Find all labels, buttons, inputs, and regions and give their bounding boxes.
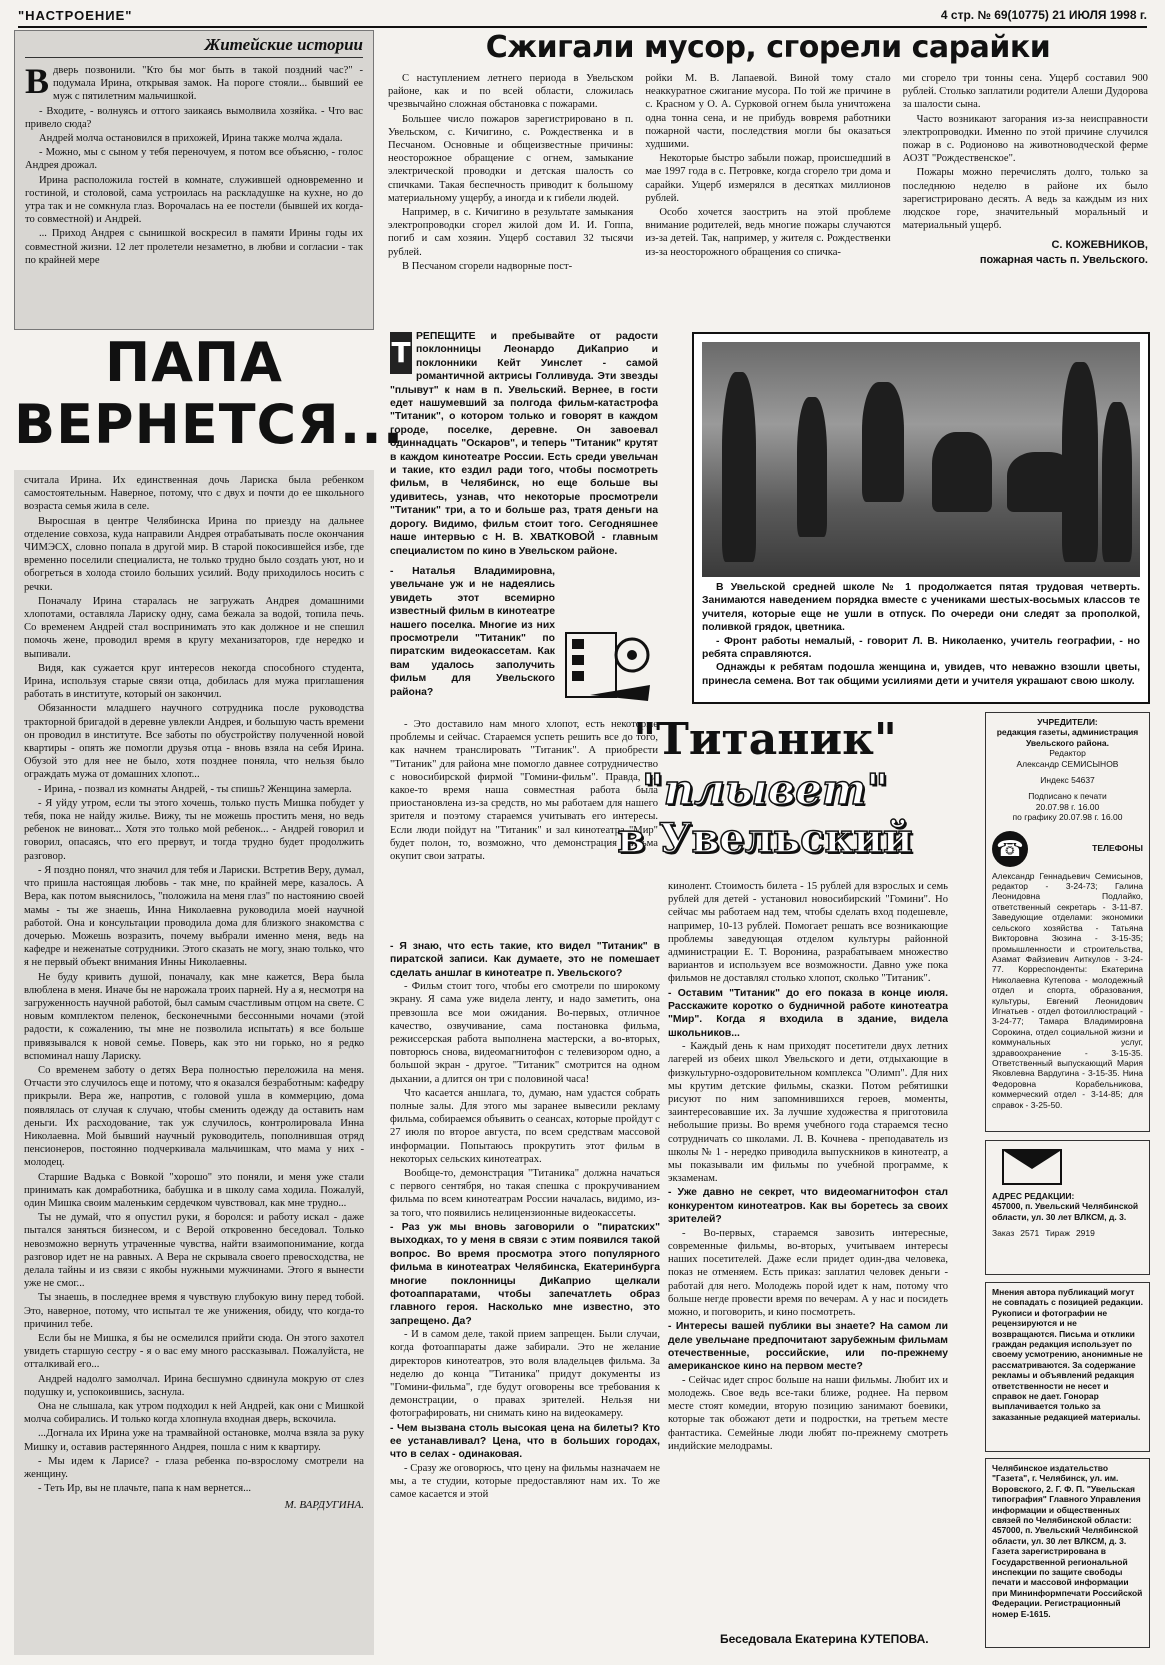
headline-line-2: "плывет"	[641, 765, 889, 814]
question: - Интересы вашей публики вы знаете? На самом ли деле увельчане предпочитают зарубежным фильмам отечественные, российские, или по-прежнему американское кино на первом месте?	[668, 1321, 948, 1373]
paragraph: Не буду кривить душой, поначалу, как мне кажется, Вера была влюблена в меня. Иначе бы не нарожала троих парней. Ну а я, несмотря на загруженность научной работой, был самым счастливым отцом на свете. С новым комплектом пеленок, бесконечными бессонными ночами (этой радости, к сожалению, ты мне не позволила испытать) я все больше привязывался к новой семье. Поверь, как это ни горько, но я редко вспоминал нашу Лариску.	[24, 971, 364, 1062]
question: - Я знаю, что есть такие, кто видел "Титаник" в пиратской записи. Как думаете, это не помешает сделать аншлаг в кинотеатре п. Увельского?	[390, 941, 660, 979]
paragraph: - Можно, мы с сыном у тебя переночуем, я потом все объясню, - голос Андрея дрожал.	[25, 147, 363, 172]
signature-role: пожарная часть п. Увельского.	[979, 254, 1148, 267]
interview-col-right	[668, 880, 948, 1625]
fire-col-1	[388, 72, 633, 312]
paragraph: Часто возникают загорания из-за неисправности электропроводки. Именно по этой причине случился пожар в с. Родионово на животноводческой ферме АОЗТ "Рождественское".	[902, 113, 1148, 165]
paragraph: Выросшая в центре Челябинска Ирина по приезду на дальнее отделение совхоза, куда направили Андрея отрабатывать после окончания ЧИМЭСХ, словно попала в другой мир. В старой покосившейся избе, где временно поселили специалиста, не только трудно было создать уют, но и обогреться в холода стоило больших усилий. Воду приходилось носить с речки.	[24, 515, 364, 593]
founders-label: УЧРЕДИТЕЛИ:	[1037, 717, 1098, 727]
paragraph: Со временем заботу о детях Вера полностью переложила на меня. Отчасти это случилось еще и потому, что я оказался безработным: кафедру прикрыли. Вера же, напротив, с головой ушла в коммерцию, дома появлялась от случая к случаю, чтобы сменить одежду да оставить нам деньги. Их расходование, так уж случилось, контролировала Инна Николаевна. Мой бывший научный руководитель, пополнившая отряд пенсионеров, постоянно подчеркивала мальчишкам, что мама у них - молодец.	[24, 1064, 364, 1169]
film-reel-illustration	[560, 625, 658, 705]
paragraph: считала Ирина. Их единственная дочь Лариска была ребенком самостоятельным. Наверное, потому, что с двух и почти до ее школьного возраста семья жила в селе.	[24, 475, 364, 513]
signed: 20.07.98 г. 16.00	[1035, 801, 1100, 812]
envelope-icon	[1002, 1149, 1062, 1185]
printer-box: Челябинское издательство "Газета", г. Челябинск, ул. им. Воровского, 2. Г. Ф. П. "Увельская типография" Главного Управления информации и общественных связей по Челябинской области: 457000, п. Увельский Челябинской области, ул. 30 лет ВЛКСМ, д. 3. Газета зарегистрирована в Государственной региональной инспекции по защите свободы печати и массовой информации при Мининформпечати Российской Федерации. Регистрационный номер Е-1615.	[985, 1458, 1150, 1648]
fire-headline: Сжигали мусор, сгорели сарайки	[485, 30, 1051, 65]
answer: Что касается аншлага, то, думаю, нам удастся собрать полные залы. Для этого мы заранее вывесили рекламу фильма, собираемся объявить о сеансах, которые пройдут с 27 июля по второе августа, по всем средствам массовой информации. Попытаюсь прокрутить этот фильм в некоторых сельских кинотеатрах.	[390, 1087, 660, 1165]
paragraph: Особо хочется заострить на этой проблеме внимание родителей, ведь многие пожары случаются из-за детей. Так, например, у жителя с. Рождественки из-за неосторожного обращения со спичка-	[645, 207, 891, 258]
paragraph: В Песчаном сгорели надворные пост-	[402, 260, 573, 272]
interview-question-1	[390, 565, 555, 715]
left-column	[14, 30, 405, 1655]
answer: - Во-первых, стараемся завозить интересные, современные фильмы, во-вторых, учитываем интересы наших посетителей. Даже если придет один-два человека, показ не отменяем. Есть приказ: заплатил человек деньги - работай для него. Молодежь порой идет к нам, потому что больше негде провести время по вечерам. А у нас и посидеть можно, и поговорить, и кино посмотреть.	[668, 1227, 948, 1318]
paragraph: Ты не думай, что я опустил руки, я боролся: и работу искал - даже пытался заняться бизнесом, и с Верой откровенно беседовал. Только невозможно вернуть утраченные чувства, найти взаимопонимание, когда разговор идет не на равных. А Вера не скрывала своего превосходства, не делала тайны и из связи с якобы нужными мужчинами. Этого я вынести уже не смог...	[24, 1212, 364, 1290]
answer: - Каждый день к нам приходят посетители двух летних лагерей из обеих школ Увельского и дети, отдыхающие в физкультурно-оздоровительном комплекса "Олимп". Для них мы крутим детские фильмы, сказки. Потом ребятишки рисуют по ним запомнившихся героев, моменты, заинтересовавшие их. За лучшие художества я приготовила небольшие призы. Во время учебного года стараемся тесно сотрудничать со школами. Л. В. Кочнева - преподаватель из школы № 1 - нередко приводила выпускников в кинотеатр, а мы показывали им фильмы по учебной программе, к экзаменам.	[668, 1041, 948, 1185]
editor-label: Редактор	[1049, 748, 1086, 759]
paragraph: С наступлением летнего периода в Увельском районе, как и по всей области, сложилась чрезвычайно сложная обстановка с пожарами.	[388, 73, 634, 111]
address: 457000, п. Увельский Челябинской области, ул. 30 лет ВЛКСМ, д. 3.	[992, 1201, 1139, 1222]
paragraph: Андрей надолго замолчал. Ирина бесшумно сдвинула мокрую от слез подушку и, успокоившись, заснула.	[24, 1373, 364, 1398]
paragraph: - Я уйду утром, если ты этого хочешь, только пусть Мишка побудет у тебя, пока не найду жилье. Вижу, ты не можешь простить меня, но ведь ребенок не виноват... Хотя это только мой ребенок... - Андрей говорил и говорил, опасаясь, что его прервут, и тогда трудно будет продолжить разговор.	[24, 797, 364, 862]
answer: - Сразу же оговорюсь, что цену на фильмы назначаем не мы, а те студии, которые предоставляют нам их. То же самое касается и этой	[390, 1462, 660, 1501]
paragraph: - Теть Ир, вы не плачьте, папа к нам вернется...	[38, 1483, 252, 1495]
answer: - Сейчас идет спрос больше на наши фильмы. Любит их и молодежь. Свое ведь все-таки ближе, роднее. На первом месте стоят комедии, вторую позицию занимают боевики, которые так обожают дети и подростки, на третьем месте фантастика. Семейные люди любят по-прежнему смотреть индийские мелодрамы.	[668, 1374, 948, 1452]
question: - Чем вызвана столь высокая цена на билеты? Кто ее устанавливал? Цена, что в больших городах, что в селах - одинаковая.	[390, 1422, 660, 1461]
paragraph: Если бы не Мишка, я бы не осмелился прийти сюда. Он этого захотел увидеть старшую сестру - я о вас ему много рассказывал. Пожалуйста, не отталкивай его...	[24, 1333, 364, 1371]
titanic-headline	[600, 715, 930, 863]
fire-article	[388, 72, 1148, 312]
paragraph: Она не слышала, как утром подходил к ней Андрей, как они с Мишкой молча собирались. И только когда хлопнула входная дверь, вскочила.	[24, 1401, 364, 1426]
question: - Уже давно не секрет, что видеомагнитофон стал конкурентом кинотеатров. Как вы боретесь за своих зрителей?	[668, 1187, 948, 1226]
answer: кинолент. Стоимость билета - 15 рублей для взрослых и семь рублей для детей - установил новосибирский "Гомини". Но сейчас мы работаем над тем, чтобы сделать вход подешевле, например, 10-13 рублей. Помогает решать все возникающие проблемы заведующая отделом культуры районной администрации Е. Т. Воронина, разрабатываем множество вариантов и используем все возможности. Давно уже пока фильмов не доставлял столько хлопот, сколько "Титаник".	[668, 881, 948, 985]
interview-byline: Беседовала Екатерина КУТЕПОВА.	[720, 1632, 929, 1646]
question: - Наталья Владимировна, увельчане уж и не надеялись увидеть этот всемирно известный фильм в кинотеатре нашего поселка. Многие из них просмотрели "Титаник" по пиратским видеокассетам. Как вам удалось заполучить фильм для Увельского района?	[390, 566, 555, 698]
paragraph: Пожары можно перечислять долго, только за последнюю неделю в районе их было зарегистрировано десять. А ведь за каждым из них людское горе, значительный моральный и материальный ущерб.	[902, 167, 1148, 232]
headline-line-1: "Титаник"	[633, 714, 897, 765]
caption-quote: - Фронт работы немалый, - говорит Л. В. Николаенко, учитель географии, - но ребята справляются.	[702, 635, 1140, 661]
dropcap: Т	[390, 332, 412, 374]
rubric-title: Житейские истории	[25, 35, 363, 58]
fire-col-2	[645, 72, 890, 312]
paragraph: - Входите, - волнуясь и оттого заикаясь вымолвила хозяйка. - Что вас привело сюда?	[25, 105, 363, 130]
signed-label: Подписано к печати	[1028, 791, 1107, 802]
section-name: "НАСТРОЕНИЕ"	[18, 8, 133, 23]
paragraph: Ирина расположила гостей в комнате, служившей одновременно и гостиной, и столовой, сама устроилась на раскладушке на кухне, но до утра так и не сомкнула глаз. Ворочалась на ее постели (бывшей их когда-то совместной) и Андрей.	[25, 174, 363, 226]
caption-note: Однажды к ребятам подошла женщина и, увидев, что неважно взошли цветы, принесла семена. Вот так общими усилиями дети и учителя украшают свою школу.	[702, 662, 1140, 687]
editor: Александр СЕМИСЫНОВ	[1016, 758, 1119, 769]
caption-text: В Увельской средней школе № 1 продолжается пятая трудовая четверть. Занимаются наведением порядка вместе с учениками шестых-восьмых классов те учителя, которые еще не ушли в отпуск. По очереди они следят за прополкой, поливкой грядок, цветника.	[702, 582, 1140, 634]
paragraph: Некоторые быстро забыли пожар, происшедший в мае 1997 года в с. Петровке, когда сгорело три дома и сарайки. Ущерб измерялся в десятках миллионов рублей.	[645, 153, 891, 204]
paragraph: дверь позвонили. "Кто бы мог быть в такой поздний час?" - подумала Ирина, открывая замок. На пороге стояли... бывший ее муж с пятилетним мальчишкой.	[53, 65, 363, 103]
school-photo	[702, 342, 1140, 577]
schedule: по графику 20.07.98 г. 16.00	[1012, 812, 1123, 823]
paragraph: Видя, как сужается круг интересов некогда способного студента, Ирина, используя старые связи отца, добилась для мужа приглашения работать в институте, который он закончил.	[24, 662, 364, 701]
order: 2571	[1020, 1228, 1040, 1239]
paragraph: - Ирина, - позвал из комнаты Андрей, - ты спишь? Женщина замерла.	[38, 783, 352, 795]
photo-block	[692, 332, 1150, 704]
story-body	[14, 470, 374, 1655]
imprint-box	[985, 712, 1150, 1132]
answer: Вообще-то, демонстрация "Титаника" должна начаться с первого сентября, но такая спешка с прокручиванием фильма по всем кинотеатрам России началась, видимо, из-за того, что появились нелицензионные видеокассеты.	[390, 1168, 660, 1219]
run: 2919	[1075, 1228, 1095, 1239]
run-label: Тираж	[1045, 1228, 1070, 1239]
paragraph: Ты знаешь, в последнее время я чувствую глубокую вину перед тобой. Это, наверное, потому, что испытал те же унижения, обиду, что когда-то причинил тебе.	[24, 1292, 364, 1330]
paragraph: Большее число пожаров зарегистрировано в п. Увельском, с. Кичигино, с. Рождественка и в Песчаном. Основные и общеизвестные причины: неосторожное обращение с огнем, замыкание электрической проводки и детская шалость со спичками. Такая беспечность приводит к большому материальному ущербу, а иногда и к гибели людей.	[388, 113, 634, 204]
answer: - Фильм стоит того, чтобы его смотрели по широкому экрану. Я сама уже видела ленту, и надо заметить, она превзошла все мои ожидания. Во-первых, отличное качество, озвучивание, сама постановка фильма, режиссерская работа выполнена мастерски, а во-вторых, повторюсь снова, видеомагнитофон с телевизором одно, а большой экран - другое. "Титаник" смотрится на одном дыхании, а длится он три с половиной часа!	[390, 981, 660, 1085]
phones-label: ТЕЛЕФОНЫ	[1092, 843, 1143, 854]
index: Индекс 54637	[1040, 775, 1095, 786]
order-label: Заказ	[992, 1228, 1015, 1239]
phones: Александр Геннадьевич Семисынов, редактор - 3-24-73; Галина Леонидовна Подлайко, ответственный секретарь - 3-11-87. Заведующие отделами: экономики сельского хозяйства - Татьяна Викторовна Зюзина - 3-15-35; промышленности и строительства, Азамат Файзиевич Аиткулов - 3-24-77. Корреспонденты: Екатерина Николаевна Кутепова - молодежный отдел и спорта, образования, культуры, Евгений Леонидович Игнатьев - отдел фотоиллюстраций - 3-24-77; Тамара Владимировна Сорокина, отдел социальной жизни и коммунальных услуг, здравоохранение - 3-15-35. Ответственный выпускающий Мария Яковлевна Вардугина - 3-15-35. Нина Федоровна Корабельникова, коммерческий отдел - 3-14-85; для справок - 3-25-50.	[992, 870, 1143, 1110]
fire-signature	[903, 238, 1148, 268]
dropcap: В	[25, 61, 50, 101]
issue-info: 4 стр. № 69(10775) 21 ИЮЛЯ 1998 г.	[940, 8, 1147, 22]
headline-line-3: в Увельский	[617, 815, 913, 862]
interview-col-left	[390, 880, 660, 1640]
paragraph: Поначалу Ирина старалась не загружать Андрея домашними хлопотами, оставляла Лариску одну, сама бежала за водой, топила печь. Со временем Андрей стал воспринимать это как должное и не спешил помочь жене, проводил время в кругу механизаторов, где нередко и выпивали.	[24, 595, 364, 660]
paragraph: Например, в с. Кичигино в результате замыкания электропроводки сгорел жилой дом И. И. Гоппа, погиб и сам хозяин. Ущерб составил 32 тысячи рублей.	[388, 207, 634, 258]
story-signature: М. ВАРДУГИНА.	[284, 1499, 364, 1512]
answer: - Это доставило нам много хлопот, есть некоторые проблемы и сейчас. Стараемся успеть решить все до того, как начнем транслировать "Титаник". А приобрести "Титаник" для района мне помогло давнее сотрудничество с новосибирской фирмой "Гомини-фильм". Правда, на какое-то время наша совместная работа была приостановлена из-за средств, но мы работаем для нашего зрителя и поэтому стараемся учитывать его интересы. Если люди пойдут на "Титаник" и зал кинотеатра "Мир" будет полон, то, возможно, что демонстрация фильма окупит свои затраты.	[390, 719, 658, 863]
question: - Раз уж мы вновь заговорили о "пиратских" выходках, то у меня в связи с этим появился такой вопрос. Во время просмотра этого популярного фильма в кинотеатрах Челябинска, Екатеринбурга многие поклонницы ДиКаприо щелкали фотоаппаратами, чтобы запечатлеть образ главного героя. Насколько мне известно, это запрещено. Да?	[390, 1221, 660, 1327]
signature-name: С. КОЖЕВНИКОВ,	[1051, 239, 1148, 252]
disclaimer-box: Мнения автора публикаций могут не совпадать с позицией редакции. Рукописи и фотографии не рецензируются и не возвращаются. Письма и отклики граждан редакция использует по своему усмотрению, анонимные не рассматриваются. За содержание рекламы и объявлений редакция ответственности не несет и справок не дает. Гонорар выплачивается только за заказанные редакцией материалы.	[985, 1282, 1150, 1452]
paragraph: Обязанности младшего научного сотрудника после руководства тракторной бригадой в деревне увлекли Андрея, и большую часть времени он проводил в институте. Все заботы по обустройству полученной новой квартиры - опять же помогли друзья отца - вновь взяла на себя Ирина. Обузой это для нее не было, хотя позднее поняла, что нельзя было ограждать мужа от домашних хлопот...	[24, 703, 364, 781]
founders: редакция газеты, администрация Увельского района.	[996, 727, 1139, 748]
answer: - И в самом деле, такой прием запрещен. Были случаи, когда фотоаппараты даже забирали. Это не желание директоров кинотеатров, это воля владельцев фильма. За неделю до конца "Титаника" придут документы из "Гомини-фильма", где будут оговорены все требования к демонстрации, о правах зрителей. Нельзя ни фотографировать, ни снимать кино на видеокамеру.	[390, 1329, 660, 1420]
story-headline: ПАПА ВЕРНЕТСЯ...	[14, 331, 405, 456]
paragraph: Андрей молча остановился в прихожей, Ирина также молча ждала.	[39, 133, 343, 145]
question: - Оставим "Титаник" до его показа в конце июля. Расскажите коротко о будничной работе кинотеатра "Мир". Когда я входила в здание, видела школьников...	[668, 987, 948, 1039]
lead-text: РЕПЕЩИТЕ и пребывайте от радости поклонницы Леонардо ДиКаприо и поклонники Кейт Уинслет - самой романтичной актрисы Голливуда. Эти звезды "плывут" к нам в п. Увельский. Вернее, в гости едет нашумевший за полгода фильм-катастрофа "Титаник", о котором только и говорят в каждом городе, поселке, деревне. Он завоевал одиннадцать "Оскаров", и теперь "Титаник" крутят в каждом кинотеатре России. Есть среди увельчан и такие, кто ездил ради того, чтобы посмотреть фильм, в Челябинск, но еще больше вы удивитесь, узнав, что некоторые просмотрели "Титаник" три, а то и больше раз, тратя деньги на дорогу. Видимо, фильм стоит того. Сегодняшнее наше интервью с Н. В. ХВАТКОВОЙ - главным специалистом по кино в Увельском районе.	[390, 331, 658, 557]
paragraph: - Мы идем к Ларисе? - глаза ребенка по-взрослому смотрели на женщину.	[24, 1455, 364, 1481]
paragraph: Старшие Вадька с Вовкой "хорошо" это поняли, и меня уже стали принимать как домработника, бабушка и в школу сама ходила. Пожалуй, один Мишка своим маленьким сердечком чувствовал, как мне трудно...	[24, 1171, 364, 1209]
address-box	[985, 1140, 1150, 1275]
paragraph: ...Догнала их Ирина уже на трамвайной остановке, молча взяла за руку Мишку и, оставив растерянного Андрея, пошла с ним к квартиру.	[24, 1428, 364, 1453]
paragraph: ми сгорело три тонны сена. Ущерб составил 900 рублей. Столько заплатили родители Алеши Дудорова за шалости сына.	[902, 73, 1148, 111]
telephone-icon: ☎	[992, 831, 1028, 867]
photo-caption	[702, 581, 1140, 688]
fire-col-3	[903, 72, 1148, 312]
address-label: АДРЕС РЕДАКЦИИ:	[992, 1191, 1075, 1201]
paragraph: ройки М. В. Лапаевой. Виной тому стало неаккуратное сжигание мусора. По той же причине в с. Красном у О. А. Сурковой огнем была уничтожена одна тонна сена, и не прибудь вовремя работники пожарной части, последствия могли бы оказаться худшими.	[645, 73, 891, 151]
story-intro-box	[14, 30, 374, 330]
paragraph: ... Приход Андрея с сынишкой воскресил в памяти Ирины годы их совместной жизни. 12 лет пролетели незаметно, в любви и согласии - так по крайней мере	[25, 228, 363, 266]
story-intro	[25, 61, 363, 267]
paragraph: - Я поздно понял, что значил для тебя и Лариски. Встретив Веру, думал, что пришла настоящая любовь - так мне, по крайней мере, казалось. А Вера, как потом выяснилось, "положила на меня глаз" по настоянию своей мамы - ты же знаешь, Инна Николаевна руководила моей научной работой. Она и консультации проводила дома для близкого знакомства с дочерью. Можешь возразить, почему выбрали именно меня, ведь на кафедре и неженатые сотрудники. Этого сказать не могу, знаю только, что я не первый объект внимания Инны Николаевны.	[24, 864, 364, 969]
header-rule	[18, 26, 1147, 28]
